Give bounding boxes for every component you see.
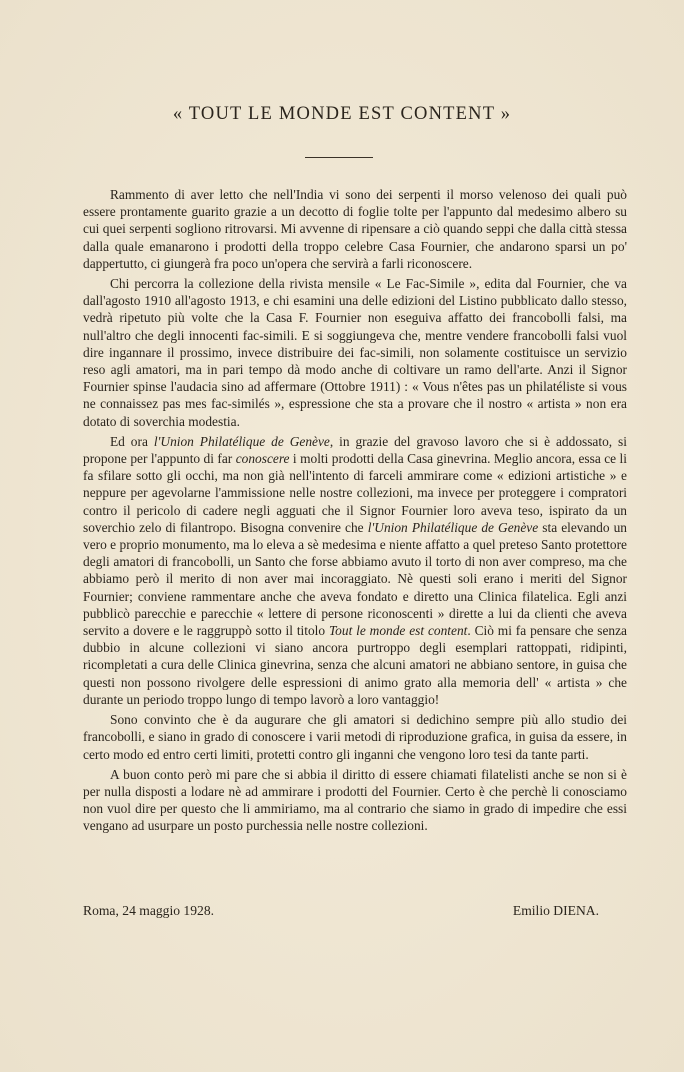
text-run: Ed ora [110,433,154,449]
place-date: Roma, 24 maggio 1928. [83,903,215,918]
text-run: , in grazie del gravoso lavoro che si è addossato, si propone per l'appunto di far [83,433,627,467]
text-run: Sono convinto che è da augurare che gli amatori si dedichino sempre più allo studio dei francobolli, e siano in grado di conoscere i varii metodi di riproduzione grafica, in guisa da essere, in certo modo ed entro certi limiti, protetti contro gli inganni che vengono loro tesi da tante parti. [83,712,627,762]
text-run: A buon conto però mi pare che si abbia il diritto di essere chiamati filatelisti anche se non si è per nulla disposti a lodare nè ad ammirare i prodotti del Fournier. Certo è che perchè li conosciamo non vuol dire per questo che li ammiriamo, ma al contrario che siamo in grado di impedire che essi vengano ad usurpare un posto purchessia nelle nostre collezioni. [83,766,627,834]
paragraph-1 [83,186,627,272]
paragraph-2 [83,275,627,430]
author-name: Emilio DIENA. [512,903,599,918]
page-title: « TOUT LE MONDE EST CONTENT » [172,104,512,124]
italic-text: conoscere [235,451,290,467]
text-run: i molti prodotti della Casa ginevrina. Meglio ancora, essa ce li fa sfilare sotto gli occhi, ma non già nell'intento di farceli ammirare come « edizioni artistiche » e neppure per agevolarne l'ammissione nelle nostre collezioni, ma invece per proteggere i compratori contro il pericolo di cadere negli agguati che il Signor Fournier loro aveva teso, ispirato da un soverchio zelo di filantropo. Bisogna convenire che [83,451,627,535]
paragraph-4 [83,711,627,763]
text-run: Rammento di aver letto che nell'India vi sono dei serpenti il morso velenoso dei quali può essere prontamente guarito grazie a un decotto di foglie tolte per l'appunto dal medesimo albero su cui quei serpenti sogliono ritrovarsi. Mi avvenne di ripensare a ciò quando seppi che dalla città stessa dalla quale emanarono i prodotti della troppo celebre Casa Fournier, che andarono sparsi un po' dappertutto, ci giungerà fra poco un'opera che servirà a farli riconoscere. [83,187,627,271]
italic-text: l'Union Philatélique de Genève [153,433,330,449]
text-run: . Ciò mi fa pensare che senza dubbio in alcune collezioni vi siano ancora purtroppo degli esemplari rattoppati, ridipinti, ricompletati a cura delle Clinica ginevrina, senza che alcuni amatori ne abbiano sentore, in guisa che questi non possono rivolgere delle espressioni di animo grato alla memoria dell' « artista » che durante un periodo troppo lungo di tempo lavorò a loro vantaggio! [83,623,627,707]
paragraph-5 [83,766,627,835]
signoff [83,903,599,919]
paragraph-3 [83,433,627,708]
title-divider [305,157,373,158]
article-body [83,186,627,835]
italic-text: l'Union Philatélique de Genève [367,519,539,535]
text-run: sta elevando un vero e proprio monumento, ma lo eleva a sè medesima e niente affatto a quel preteso Santo protettore degli amatori di francobolli, un Santo che forse abbiamo avuto il torto di non aver compreso, ma che abbiamo però il merito di non aver mai incoraggiato. Nè questi soli erano i meriti del Signor Fournier; conviene rammentare anche che aveva fondato e diretto una Clinica filatelica. Egli anzi pubblicò parecchie e parecchie « lettere di persone riconoscenti » dirette a lui da clienti che aveva servito a dovere e le raggruppò sotto il titolo [83,519,627,639]
text-run: Chi percorra la collezione della rivista mensile « Le Fac-Simile », edita dal Fournier, che va dall'agosto 1910 all'agosto 1913, e chi esamini una delle edizioni del Listino pubblicato dallo stesso, vedrà ripetuto più volte che la Casa F. Fournier non eseguiva affatto dei francobolli falsi, ma null'altro che degli innocenti fac-simili. E si soggiungeva che, mentre vendere francobolli falsi vuol dire ingannare il prossimo, invece distribuire dei fac-simili, non solamente costituisce un servizio reso agli amatori, ma in pari tempo dà modo anche di coltivare un ramo dell'arte. Anzi il Signor Fournier spinse l'audacia sino ad affermare (Ottobre 1911) : « Vous n'êtes pas un philatéliste si vous ne connaissez pas mes fac-similés », espressione che sta a provare che il nostro « artista » non era dotato di soverchia modestia. [83,276,627,429]
italic-text: Tout le monde est content [328,623,468,639]
